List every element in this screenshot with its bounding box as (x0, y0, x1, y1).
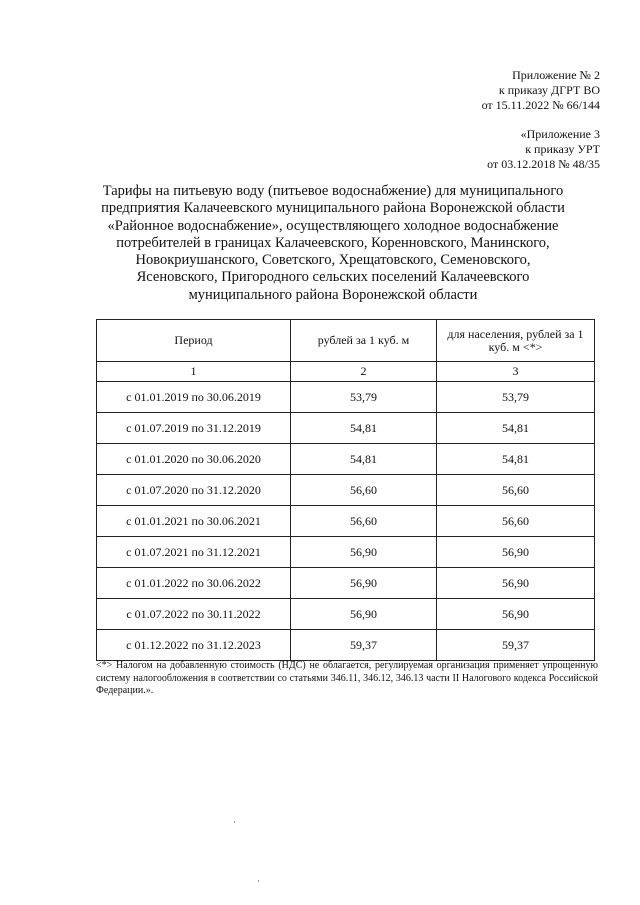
title-line: потребителей в границах Калачеевского, Коренновского, Манинского, (116, 234, 550, 251)
annex-2-line-3: от 03.12.2018 № 48/35 (487, 157, 600, 171)
cell-rate-population: 56,60 (437, 506, 595, 537)
cell-rate: 56,60 (291, 506, 437, 537)
cell-period: с 01.01.2021 по 30.06.2021 (97, 506, 291, 537)
scan-speck (234, 821, 235, 823)
cell-rate-population: 53,79 (437, 382, 595, 413)
cell-period: с 01.07.2022 по 30.11.2022 (97, 599, 291, 630)
cell-rate-population: 56,90 (437, 568, 595, 599)
cell-rate-population: 56,90 (437, 599, 595, 630)
annex-reference-dgrt (482, 68, 600, 113)
cell-period: с 01.01.2022 по 30.06.2022 (97, 568, 291, 599)
cell-rate-population: 56,60 (437, 475, 595, 506)
title-line: Новокриушанского, Советского, Хрещатовского, Семеновского, (135, 252, 531, 269)
cell-period: с 01.07.2021 по 31.12.2021 (97, 537, 291, 568)
table-row (97, 506, 595, 537)
cell-rate: 56,90 (291, 568, 437, 599)
column-number: 2 (291, 362, 437, 382)
cell-period: с 01.01.2019 по 30.06.2019 (97, 382, 291, 413)
cell-period: с 01.07.2020 по 31.12.2020 (97, 475, 291, 506)
annex-reference-urt (487, 127, 600, 172)
table-row (97, 444, 595, 475)
column-number: 3 (437, 362, 595, 382)
title-line: Ясеновского, Пригородного сельских поселений Калачеевского (136, 269, 530, 286)
cell-period: с 01.12.2022 по 31.12.2023 (97, 630, 291, 661)
header-period: Период (97, 320, 291, 362)
title-line: предприятия Калачеевского муниципального района Воронежской области (101, 200, 565, 217)
cell-rate-population: 59,37 (437, 630, 595, 661)
table-column-numbers-row (97, 362, 595, 382)
cell-rate: 54,81 (291, 413, 437, 444)
annex-2-line-1: «Приложение 3 (520, 127, 600, 141)
title-line: Тарифы на питьевую воду (питьевое водоснабжение) для муниципального (102, 183, 564, 199)
table-header-row (97, 320, 595, 362)
header-rate: рублей за 1 куб. м (291, 320, 437, 362)
cell-rate: 59,37 (291, 630, 437, 661)
cell-rate-population: 56,90 (437, 537, 595, 568)
tariff-table (96, 319, 595, 661)
scan-speck (258, 880, 259, 882)
title-line: муниципального района Воронежской области (188, 286, 478, 303)
cell-rate: 56,90 (291, 537, 437, 568)
table-row (97, 475, 595, 506)
table-row (97, 599, 595, 630)
table-row (97, 568, 595, 599)
document-title (88, 183, 578, 304)
table-row (97, 630, 595, 661)
cell-rate-population: 54,81 (437, 413, 595, 444)
annex-1-line-3: от 15.11.2022 № 66/144 (481, 98, 600, 112)
table-row (97, 537, 595, 568)
cell-rate: 53,79 (291, 382, 437, 413)
cell-rate: 56,90 (291, 599, 437, 630)
column-number: 1 (97, 362, 291, 382)
cell-rate-population: 54,81 (437, 444, 595, 475)
cell-rate: 56,60 (291, 475, 437, 506)
footnote: <*> Налогом на добавленную стоимость (НДС) не облагается, регулируемая организация применяет упрощенную систему налогообложения в соответствии со статьями 346.11, 346.12, 346.13 части II Налогового кодекса Российской Федерации.». (96, 660, 598, 696)
header-rate-population: для населения, рублей за 1 куб. м <*> (437, 320, 595, 362)
cell-rate: 54,81 (291, 444, 437, 475)
annex-1-line-2: к приказу ДГРТ ВО (498, 83, 600, 97)
annex-2-line-2: к приказу УРТ (525, 142, 600, 156)
cell-period: с 01.01.2020 по 30.06.2020 (97, 444, 291, 475)
cell-period: с 01.07.2019 по 31.12.2019 (97, 413, 291, 444)
annex-1-line-1: Приложение № 2 (512, 68, 600, 82)
title-line: «Районное водоснабжение», осуществляющего холодное водоснабжение (107, 217, 559, 234)
table-row (97, 413, 595, 444)
table-row (97, 382, 595, 413)
